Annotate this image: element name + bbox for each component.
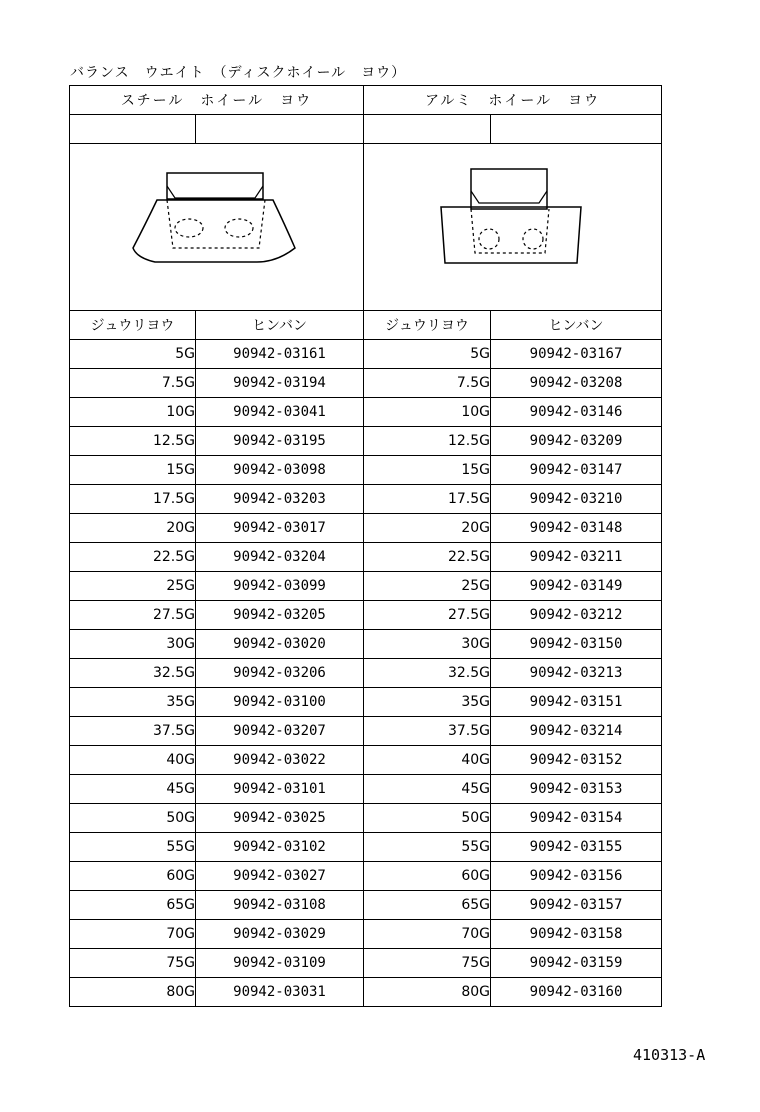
alu-part-number-cell: 90942-03150 [491,630,662,659]
table-row [70,485,662,514]
alu-part-number-cell: 90942-03213 [491,659,662,688]
table-row [70,543,662,572]
steel-weight-cell: 70G [70,920,196,949]
table-row [70,456,662,485]
steel-weight-cell: 5G [70,340,196,369]
steel-weight-cell: 25G [70,572,196,601]
alu-weight-cell: 10G [364,398,491,427]
reference-code: 410313-A [633,1046,706,1064]
alu-part-number-cell: 90942-03158 [491,920,662,949]
steel-part-number-cell: 90942-03025 [196,804,364,833]
alu-weight-cell: 50G [364,804,491,833]
steel-weight-cell: 10G [70,398,196,427]
steel-part-number-cell: 90942-03205 [196,601,364,630]
steel-weight-cell: 40G [70,746,196,775]
table-row [70,659,662,688]
steel-weight-cell: 15G [70,456,196,485]
steel-weight-col-header: ジュウリヨウ [70,311,196,340]
steel-part-number-cell: 90942-03027 [196,862,364,891]
steel-weight-cell: 80G [70,978,196,1007]
steel-part-number-cell: 90942-03194 [196,369,364,398]
parts-table [69,85,662,1007]
table-row [70,688,662,717]
alu-weight-cell: 75G [364,949,491,978]
steel-part-number-cell: 90942-03022 [196,746,364,775]
alu-weight-cell: 7.5G [364,369,491,398]
steel-weight-cell: 50G [70,804,196,833]
table-row [70,630,662,659]
table-row [70,949,662,978]
alu-weight-diagram [364,144,662,311]
alu-weight-cell: 5G [364,340,491,369]
alu-weight-cell: 27.5G [364,601,491,630]
alu-weight-cell: 25G [364,572,491,601]
blank-cell [364,115,491,144]
steel-part-number-cell: 90942-03099 [196,572,364,601]
alu-weight-cell: 15G [364,456,491,485]
alu-weight-cell: 35G [364,688,491,717]
steel-weight-cell: 35G [70,688,196,717]
steel-part-number-cell: 90942-03101 [196,775,364,804]
table-row [70,514,662,543]
alu-part-number-cell: 90942-03208 [491,369,662,398]
alu-weight-cell: 70G [364,920,491,949]
steel-part-number-cell: 90942-03108 [196,891,364,920]
steel-weight-cell: 22.5G [70,543,196,572]
alu-part-number-cell: 90942-03214 [491,717,662,746]
table-row [70,398,662,427]
alu-part-number-cell: 90942-03152 [491,746,662,775]
steel-part-number-cell: 90942-03041 [196,398,364,427]
blank-cell [70,115,196,144]
steel-weight-cell: 32.5G [70,659,196,688]
steel-part-number-cell: 90942-03195 [196,427,364,456]
alu-part-number-cell: 90942-03209 [491,427,662,456]
alu-part-number-cell: 90942-03148 [491,514,662,543]
table-row [70,601,662,630]
alu-weight-cell: 55G [364,833,491,862]
steel-part-number-cell: 90942-03206 [196,659,364,688]
steel-weight-cell: 7.5G [70,369,196,398]
alu-part-number-cell: 90942-03156 [491,862,662,891]
steel-part-number-cell: 90942-03017 [196,514,364,543]
table-row [70,920,662,949]
table-row [70,862,662,891]
steel-part-number-cell: 90942-03102 [196,833,364,862]
alu-part-number-cell: 90942-03167 [491,340,662,369]
alu-part-number-cell: 90942-03149 [491,572,662,601]
alu-weight-cell: 22.5G [364,543,491,572]
alu-weight-cell: 60G [364,862,491,891]
table-row [70,804,662,833]
steel-part-number-cell: 90942-03204 [196,543,364,572]
alu-part-number-cell: 90942-03159 [491,949,662,978]
steel-part-number-cell: 90942-03161 [196,340,364,369]
alu-weight-cell: 65G [364,891,491,920]
steel-weight-cell: 30G [70,630,196,659]
alu-weight-cell: 32.5G [364,659,491,688]
table-row [70,427,662,456]
steel-weight-cell: 20G [70,514,196,543]
steel-weight-cell: 60G [70,862,196,891]
alu-weight-col-header: ジュウリヨウ [364,311,491,340]
steel-weight-cell: 12.5G [70,427,196,456]
steel-part-number-cell: 90942-03109 [196,949,364,978]
steel-weight-cell: 17.5G [70,485,196,514]
alu-part-col-header: ヒンバン [491,311,662,340]
alu-part-number-cell: 90942-03147 [491,456,662,485]
table-row [70,891,662,920]
steel-weight-cell: 65G [70,891,196,920]
alu-part-number-cell: 90942-03157 [491,891,662,920]
steel-part-number-cell: 90942-03100 [196,688,364,717]
alu-weight-cell: 20G [364,514,491,543]
alu-weight-cell: 80G [364,978,491,1007]
alu-weight-cell: 12.5G [364,427,491,456]
page-title: バランス ウエイト （ディスクホイール ヨウ） [70,65,407,81]
steel-weight-cell: 37.5G [70,717,196,746]
alu-part-number-cell: 90942-03153 [491,775,662,804]
steel-weight-diagram [70,144,364,311]
blank-cell [196,115,364,144]
alu-wheel-header: アルミ ホイール ヨウ [364,86,662,115]
steel-weight-drawing [127,170,307,280]
alu-part-number-cell: 90942-03146 [491,398,662,427]
alu-weight-cell: 40G [364,746,491,775]
alu-part-number-cell: 90942-03151 [491,688,662,717]
alu-part-number-cell: 90942-03212 [491,601,662,630]
steel-weight-cell: 45G [70,775,196,804]
alu-weight-cell: 17.5G [364,485,491,514]
table-row [70,746,662,775]
alu-part-number-cell: 90942-03160 [491,978,662,1007]
table-row [70,717,662,746]
alu-part-number-cell: 90942-03155 [491,833,662,862]
steel-part-number-cell: 90942-03029 [196,920,364,949]
steel-part-number-cell: 90942-03098 [196,456,364,485]
table-row [70,340,662,369]
alu-part-number-cell: 90942-03211 [491,543,662,572]
steel-part-number-cell: 90942-03031 [196,978,364,1007]
table-row [70,369,662,398]
table-row [70,572,662,601]
steel-weight-cell: 55G [70,833,196,862]
steel-wheel-header: スチール ホイール ヨウ [70,86,364,115]
table-row [70,775,662,804]
alu-weight-cell: 37.5G [364,717,491,746]
steel-part-number-cell: 90942-03207 [196,717,364,746]
alu-weight-cell: 30G [364,630,491,659]
table-row [70,978,662,1007]
alu-part-number-cell: 90942-03154 [491,804,662,833]
blank-cell [491,115,662,144]
alu-weight-cell: 45G [364,775,491,804]
steel-part-number-cell: 90942-03203 [196,485,364,514]
alu-part-number-cell: 90942-03210 [491,485,662,514]
steel-part-col-header: ヒンバン [196,311,364,340]
table-row [70,833,662,862]
steel-part-number-cell: 90942-03020 [196,630,364,659]
steel-weight-cell: 27.5G [70,601,196,630]
steel-weight-cell: 75G [70,949,196,978]
alu-weight-drawing [433,165,593,285]
